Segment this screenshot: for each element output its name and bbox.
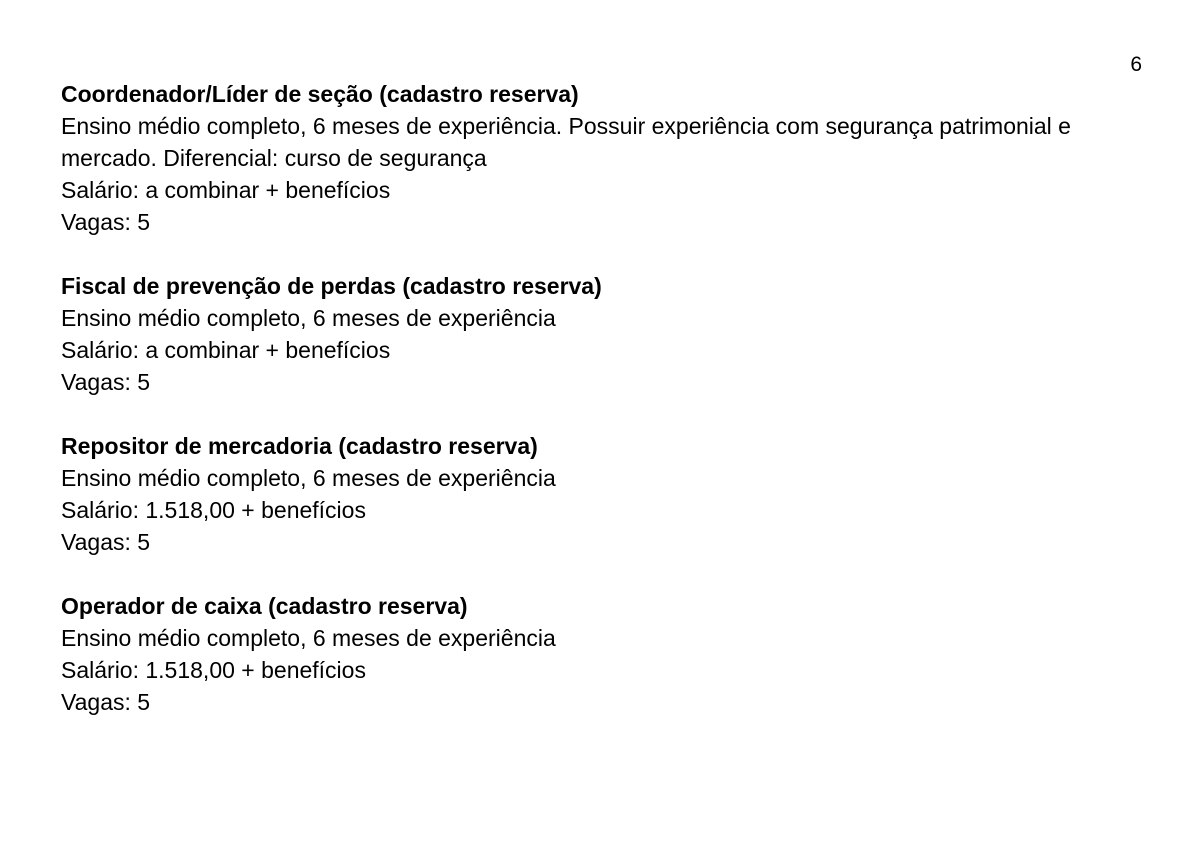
job-vacancies: Vagas: 5	[61, 209, 151, 235]
job-title: Fiscal de prevenção de perdas (cadastro reserva)	[61, 273, 602, 299]
job-salary: Salário: a combinar + benefícios	[61, 337, 391, 363]
job-listing-repositor	[61, 430, 1141, 558]
job-listing-fiscal	[61, 270, 1141, 398]
job-salary: Salário: a combinar + benefícios	[61, 177, 391, 203]
page-number: 6	[1130, 53, 1142, 76]
job-requirements: Ensino médio completo, 6 meses de experiência	[61, 305, 556, 331]
job-title: Repositor de mercadoria (cadastro reserva)	[61, 433, 538, 459]
job-listings	[61, 78, 1141, 750]
job-title: Coordenador/Líder de seção (cadastro reserva)	[61, 81, 579, 107]
job-vacancies: Vagas: 5	[61, 689, 151, 715]
job-listing-operador	[61, 590, 1141, 718]
job-vacancies: Vagas: 5	[61, 369, 151, 395]
job-vacancies: Vagas: 5	[61, 529, 151, 555]
job-salary: Salário: 1.518,00 + benefícios	[61, 497, 366, 523]
job-requirements: Ensino médio completo, 6 meses de experiência	[61, 465, 556, 491]
job-requirements: Ensino médio completo, 6 meses de experiência	[61, 625, 556, 651]
job-title: Operador de caixa (cadastro reserva)	[61, 593, 468, 619]
job-salary: Salário: 1.518,00 + benefícios	[61, 657, 366, 683]
job-listing-coordenador	[61, 78, 1141, 238]
job-requirements: Ensino médio completo, 6 meses de experiência. Possuir experiência com segurança patrimonial e mercado. Diferencial: curso de segurança	[61, 113, 1071, 171]
